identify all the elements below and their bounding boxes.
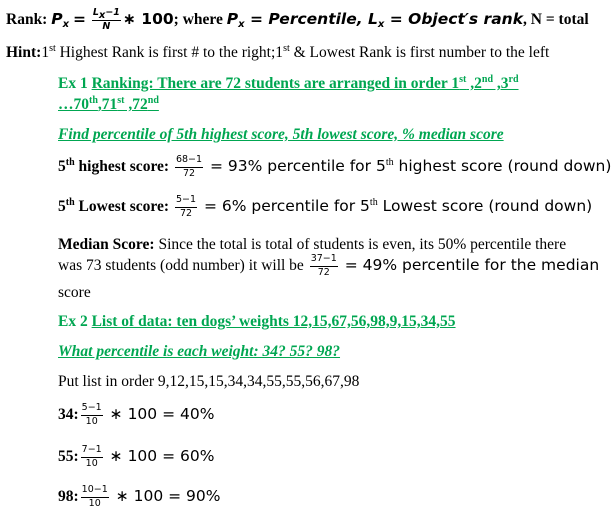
lowest-label-tail: Lowest score: — [74, 197, 170, 215]
weight-55-num: 7−1 — [81, 445, 103, 458]
ex1-sep1: ,2 — [466, 75, 482, 92]
weight-34-line — [58, 403, 214, 428]
lowest-score-line — [58, 195, 592, 220]
weight-98-line — [58, 485, 220, 510]
ex1-sup-st: st — [459, 74, 467, 85]
median-den: 72 — [317, 266, 330, 278]
lowest-result: = 6% percentile for 5 — [199, 196, 370, 215]
highest-result-tail: highest score (round down) — [393, 156, 611, 175]
hint-line — [6, 44, 549, 62]
weight-55-line — [58, 445, 214, 470]
highest-fraction — [175, 155, 203, 180]
weight-34-den: 10 — [85, 415, 98, 427]
ex1-title-b: …70 — [58, 96, 89, 113]
lowest-result-tail: Lowest score (round down) — [377, 196, 593, 215]
median-result: = 49% percentile for the median — [339, 255, 600, 274]
rank-formula — [6, 8, 589, 33]
weight-55-den: 10 — [85, 457, 98, 469]
weight-55-label: 55: — [58, 447, 79, 465]
hint-part2: Highest Rank is first # to the right;1 — [55, 44, 284, 61]
weight-34-label: 34: — [58, 405, 79, 423]
ex1-sup-st2: st — [117, 95, 125, 106]
ex2-prefix: Ex 2 — [58, 313, 92, 330]
highest-result: = 93% percentile for 5 — [205, 156, 386, 175]
weight-34-num: 5−1 — [81, 403, 103, 416]
ex1-title-line2 — [58, 96, 159, 114]
weight-34-fraction — [81, 403, 103, 428]
equals-sign: = — [72, 9, 86, 28]
ex1-sep2: ,3 — [493, 75, 509, 92]
ex2-title-line — [58, 313, 456, 331]
hint-part3: & Lowest Rank is first number to the left — [289, 44, 550, 61]
median-text1: Since the total is total of students is even, its 50% percentile there — [154, 236, 567, 253]
weight-34-result: ∗ 100 = 40% — [104, 404, 215, 423]
p-subscript-2: x — [238, 18, 245, 30]
lowest-den: 72 — [179, 207, 193, 219]
lowest-fraction — [175, 195, 197, 220]
p-subscript: x — [62, 18, 70, 30]
where-text: ; where — [173, 10, 227, 28]
median-fraction — [310, 254, 338, 279]
equals-object-rank: = Object′s rank — [384, 9, 524, 28]
rank-label: Rank: — [6, 10, 52, 28]
median-text2: was 73 students (odd number) it will be — [58, 256, 308, 274]
hint-label: Hint: — [6, 44, 42, 61]
median-line2 — [58, 254, 599, 279]
ex1-prefix: Ex 1 — [58, 75, 92, 92]
weight-98-result: ∗ 100 = 90% — [110, 486, 221, 505]
ex2-ordered-list: Put list in order 9,12,15,15,34,34,55,55,56,67,98 — [58, 373, 360, 390]
frac-num-sub: x — [98, 10, 106, 21]
highest-sup: th — [65, 156, 75, 168]
median-num: 37−1 — [310, 254, 338, 267]
highest-score-line — [58, 155, 611, 180]
highest-result-sup: th — [385, 156, 394, 168]
ex1-sup-th: th — [89, 95, 98, 106]
median-line3: score — [58, 284, 91, 301]
median-label: Median Score: — [58, 236, 155, 253]
frac-num-l: L — [92, 7, 99, 18]
ex1-sep4: ,72 — [124, 96, 148, 113]
weight-55-result: ∗ 100 = 60% — [104, 446, 215, 465]
weight-98-den: 10 — [88, 497, 101, 509]
equals-percentile: = Percentile, — [244, 9, 369, 28]
ex1-title-line1 — [58, 75, 519, 93]
rank-fraction — [92, 8, 121, 33]
lowest-label: 5 — [58, 197, 66, 215]
highest-label: 5 — [58, 157, 66, 175]
ex1-title-a: Ranking: There are 72 students are arranged in order 1 — [91, 75, 460, 92]
ex2-question: What percentile is each weight: 34? 55? 98? — [58, 343, 341, 360]
weight-55-fraction — [81, 445, 103, 470]
frac-den: N — [102, 20, 111, 32]
weight-98-label: 98: — [58, 487, 79, 505]
n-total: , N = total — [523, 10, 589, 28]
times-100: ∗ 100 — [122, 9, 174, 28]
ex1-question: Find percentile of 5th highest score, 5th lowest score, % median score — [58, 126, 504, 143]
hint-part1: 1 — [41, 44, 50, 61]
weight-98-num: 10−1 — [81, 485, 109, 498]
ex1-sup-nd2: nd — [147, 95, 159, 106]
ex1-sep3: ,71 — [97, 96, 118, 113]
lowest-result-sup: th — [369, 196, 378, 208]
l-subscript: x — [377, 18, 385, 30]
l-variable: L — [368, 9, 378, 28]
highest-den: 72 — [182, 167, 196, 179]
weight-98-fraction — [81, 485, 109, 510]
ex2-title: List of data: ten dogs’ weights 12,15,67,56,98,9,15,34,55 — [91, 313, 456, 330]
hint-sup2: st — [283, 43, 290, 54]
p-variable: P — [51, 9, 63, 28]
ex1-title — [92, 75, 519, 92]
highest-label-tail: highest score: — [74, 157, 170, 175]
ex1-sup-nd: nd — [481, 74, 494, 85]
lowest-num: 5−1 — [175, 195, 197, 208]
ex1-sup-rd: rd — [508, 74, 519, 85]
hint-sup1: st — [49, 43, 56, 54]
p-variable-2: P — [226, 9, 239, 28]
median-line1 — [58, 236, 566, 254]
lowest-sup: th — [65, 196, 75, 208]
highest-num: 68−1 — [175, 155, 203, 168]
frac-num-tail: −1 — [105, 7, 120, 18]
